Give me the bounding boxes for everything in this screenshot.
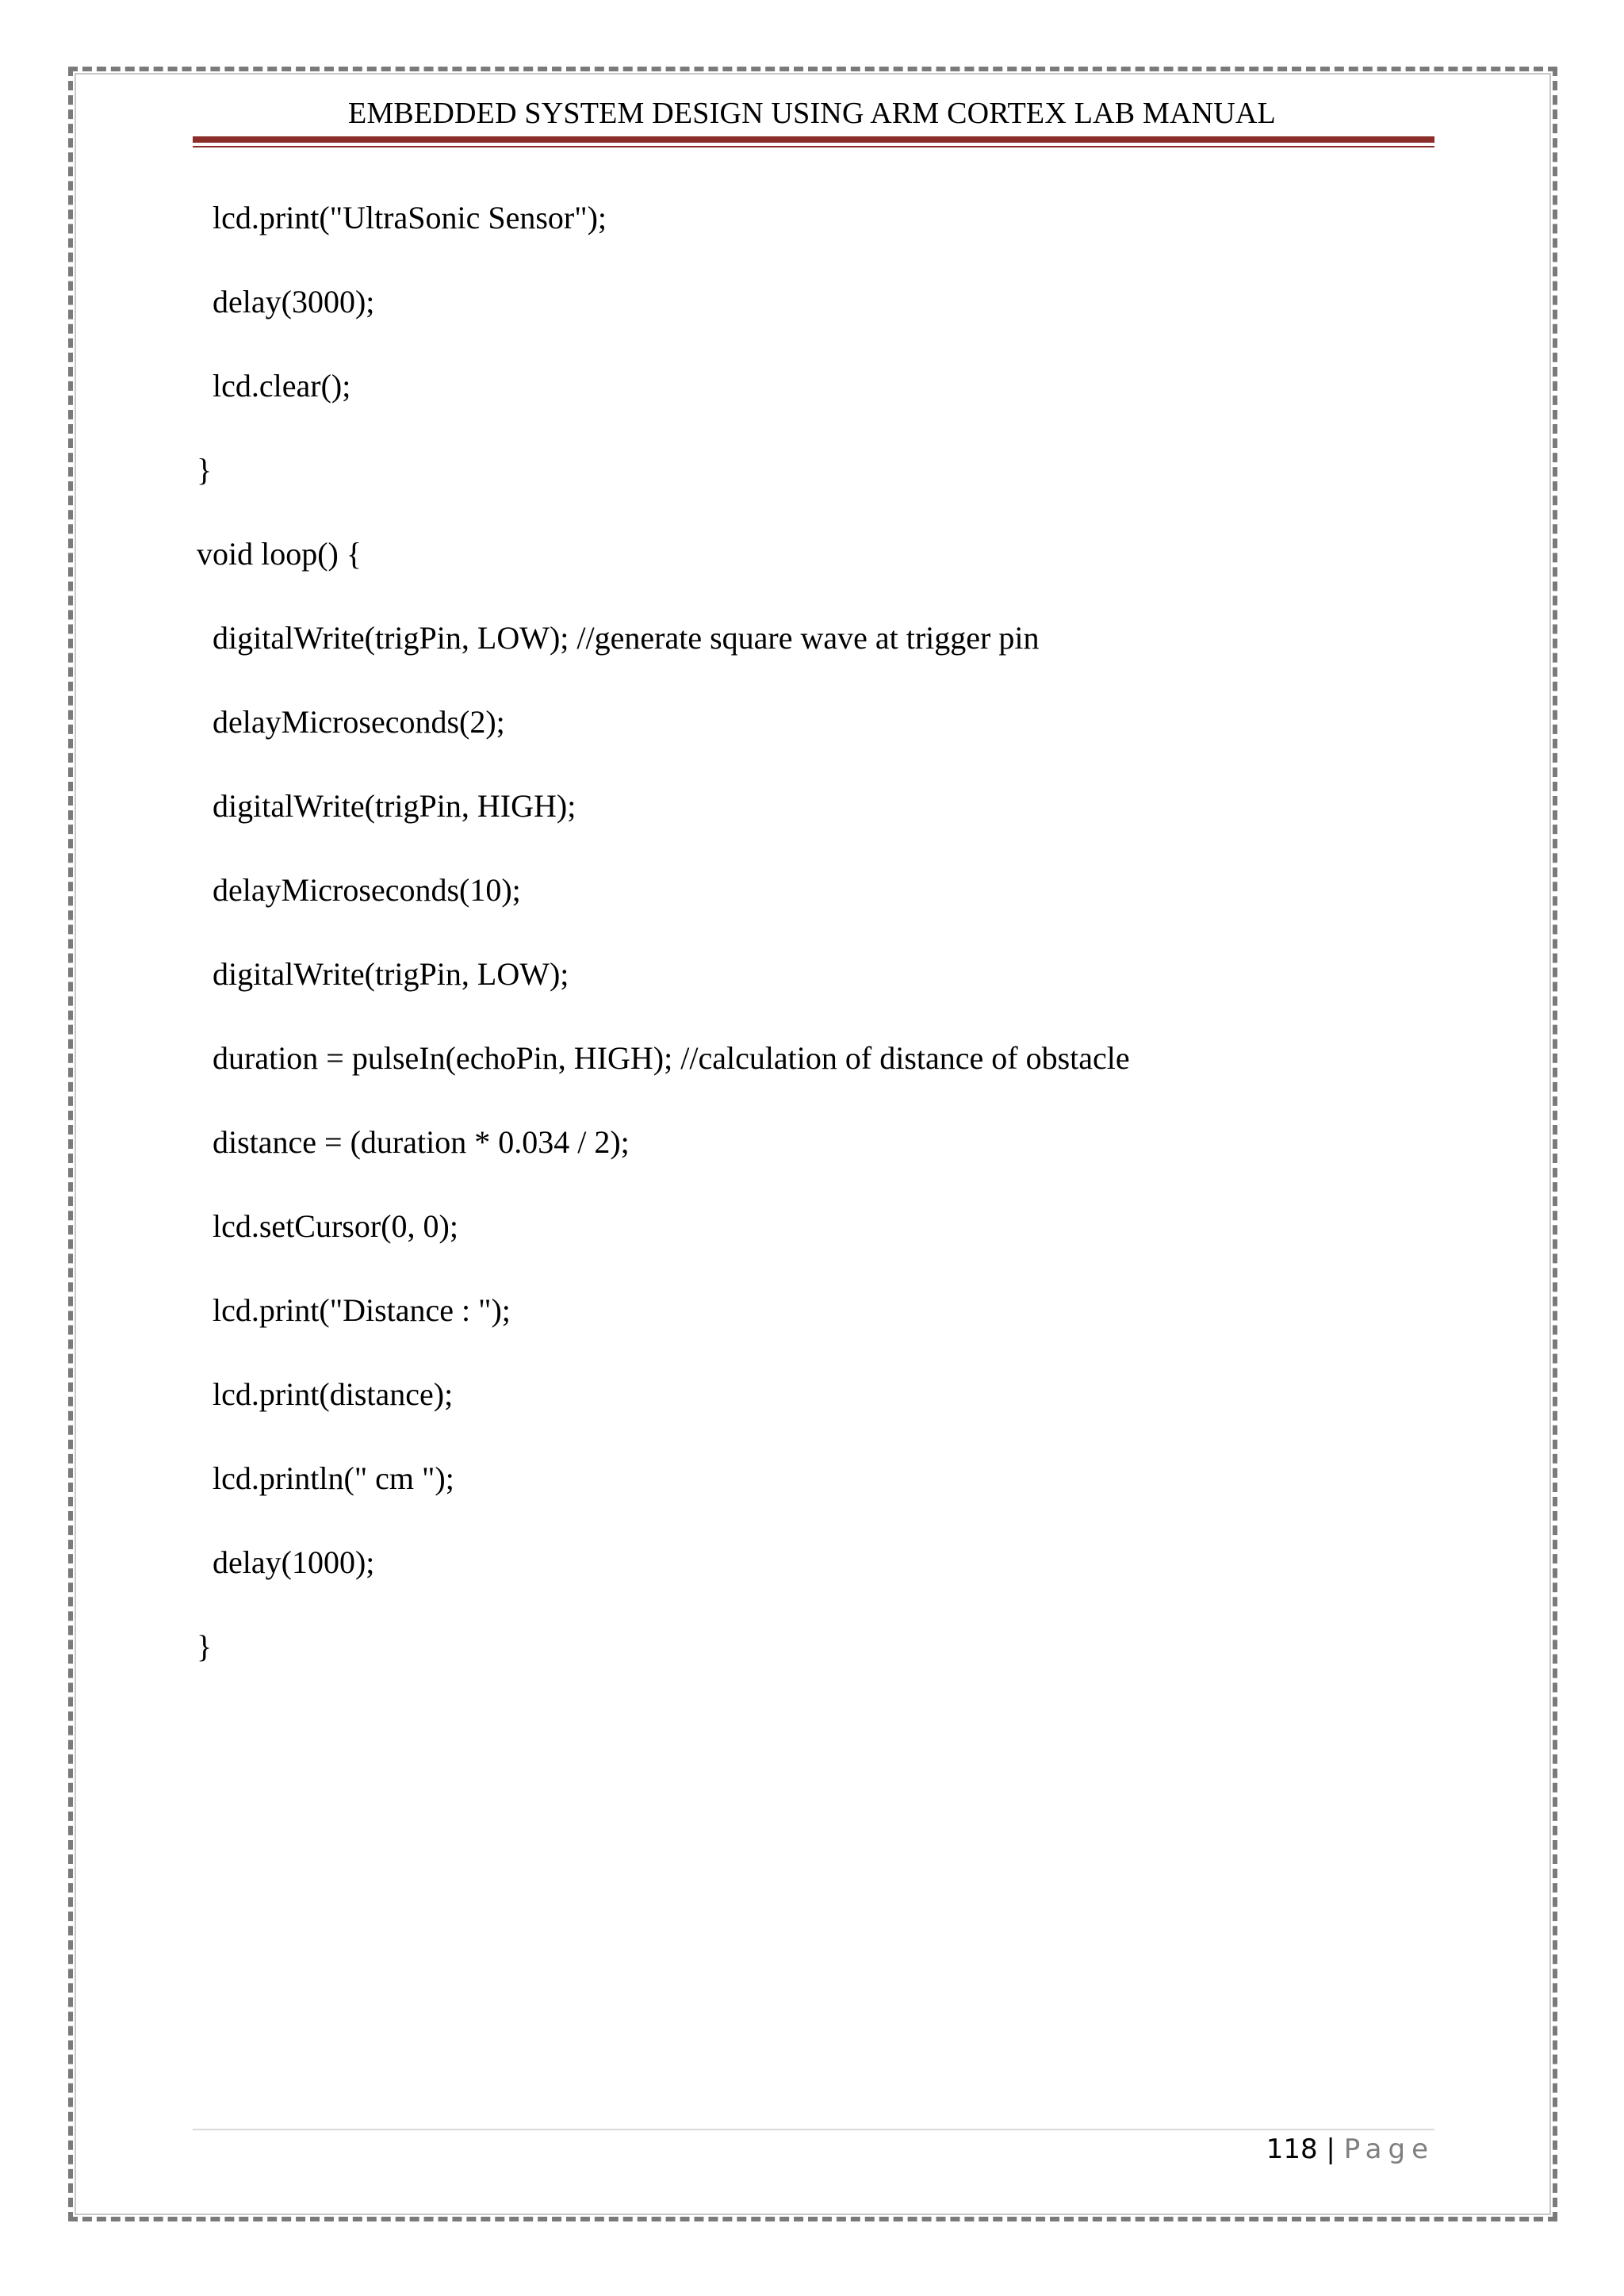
code-line: delayMicroseconds(2);	[197, 704, 505, 740]
code-line: digitalWrite(trigPin, LOW); //generate square wave at trigger pin	[197, 620, 1040, 656]
code-line: lcd.println(" cm ");	[197, 1460, 454, 1496]
code-line: lcd.print(distance);	[197, 1376, 454, 1412]
page-label: Page	[1343, 2133, 1434, 2165]
code-line: }	[197, 452, 213, 488]
code-line: }	[197, 1628, 213, 1664]
code-line: digitalWrite(trigPin, HIGH);	[197, 788, 576, 824]
page-number: 118	[1266, 2133, 1318, 2165]
code-line: duration = pulseIn(echoPin, HIGH); //calculation of distance of obstacle	[197, 1040, 1130, 1076]
code-line: distance = (duration * 0.034 / 2);	[197, 1124, 630, 1160]
footer-rule	[193, 2129, 1434, 2130]
code-line: void loop() {	[197, 536, 362, 572]
code-line: lcd.print("UltraSonic Sensor");	[197, 200, 607, 235]
footer-separator: |	[1326, 2133, 1335, 2165]
code-line: digitalWrite(trigPin, LOW);	[197, 956, 569, 992]
code-line: delayMicroseconds(10);	[197, 872, 521, 908]
header-title: EMBEDDED SYSTEM DESIGN USING ARM CORTEX LAB MANUAL	[348, 97, 1276, 130]
code-line: lcd.setCursor(0, 0);	[197, 1208, 458, 1244]
code-line: delay(3000);	[197, 284, 375, 320]
code-line: lcd.print("Distance : ");	[197, 1292, 511, 1328]
code-line: delay(1000);	[197, 1544, 375, 1580]
page-footer	[1266, 2133, 1434, 2165]
code-line: lcd.clear();	[197, 368, 351, 404]
